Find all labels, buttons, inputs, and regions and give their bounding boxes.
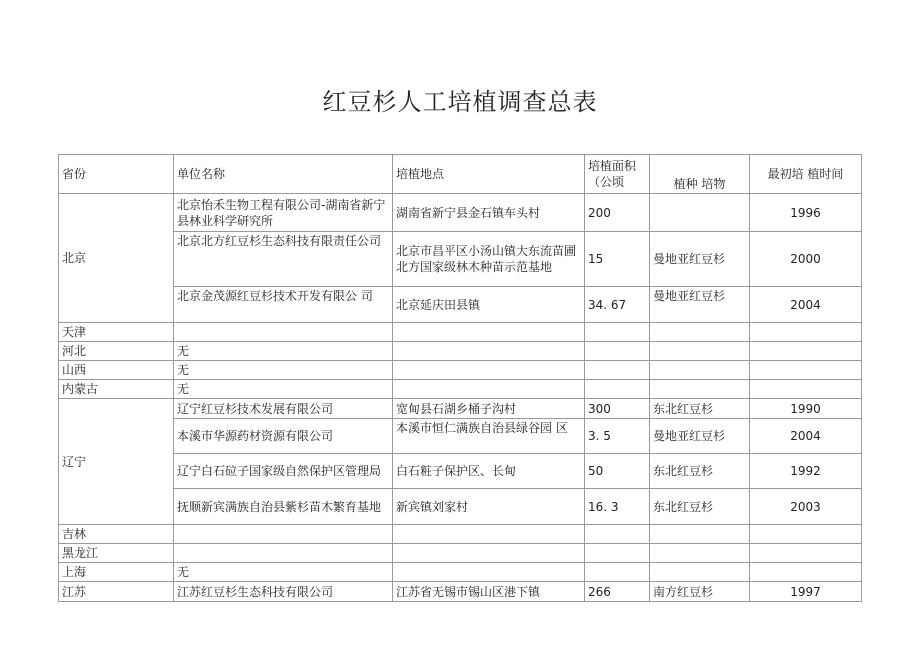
location-cell [393,342,585,361]
table-row [59,194,862,232]
header-province: 省份 [59,155,174,194]
table-row [59,563,862,582]
location-cell: 江苏省无锡市锡山区港下镇 [393,582,585,602]
year-cell [750,544,862,563]
table-row [59,342,862,361]
unit-cell [174,323,393,342]
unit-cell: 北京怡禾生物工程有限公司-湖南省新宁县林业科学研究所 [174,194,393,232]
species-cell: 东北红豆杉 [650,489,750,525]
area-cell [585,525,650,544]
species-cell: 东北红豆杉 [650,454,750,489]
year-cell [750,342,862,361]
species-cell: 曼地亚红豆杉 [650,287,750,323]
species-cell: 曼地亚红豆杉 [650,232,750,287]
unit-cell: 北京北方红豆杉生态科技有限责任公司 [174,232,393,287]
table-row [59,361,862,380]
species-cell [650,194,750,232]
header-row [59,155,862,194]
table-row [59,380,862,399]
area-cell [585,361,650,380]
location-cell [393,361,585,380]
page-title: 红豆杉人工培植调查总表 [322,88,598,116]
year-cell: 1992 [750,454,862,489]
area-cell [585,563,650,582]
table-row [59,323,862,342]
table-row [59,287,862,323]
province-cell: 山西 [59,361,174,380]
unit-cell: 北京金茂源红豆杉技术开发有限公 司 [174,287,393,323]
area-cell: 50 [585,454,650,489]
unit-cell: 无 [174,563,393,582]
province-cell: 辽宁 [59,399,174,525]
unit-cell: 江苏红豆杉生态科技有限公司 [174,582,393,602]
survey-table [58,154,862,602]
table-row [59,419,862,454]
year-cell: 2004 [750,419,862,454]
year-cell: 1996 [750,194,862,232]
location-cell: 新宾镇刘家村 [393,489,585,525]
year-cell [750,361,862,380]
header-area: 培植面积（公顷 [585,155,650,194]
unit-cell: 无 [174,361,393,380]
location-cell: 本溪市恒仁满族自治县绿谷园 区 [393,419,585,454]
area-cell [585,544,650,563]
province-cell: 天津 [59,323,174,342]
area-cell [585,380,650,399]
location-cell: 北京延庆田县镇 [393,287,585,323]
species-cell [650,380,750,399]
header-location: 培植地点 [393,155,585,194]
species-cell [650,361,750,380]
area-cell: 300 [585,399,650,419]
location-cell [393,323,585,342]
year-cell: 2003 [750,489,862,525]
unit-cell [174,544,393,563]
area-cell: 266 [585,582,650,602]
area-cell: 200 [585,194,650,232]
province-cell: 上海 [59,563,174,582]
year-cell [750,380,862,399]
area-cell: 16. 3 [585,489,650,525]
unit-cell [174,525,393,544]
location-cell: 北京市昌平区小汤山镇大东流苗圃北方国家级林木种苗示范基地 [393,232,585,287]
table-row [59,232,862,287]
table-row [59,582,862,602]
unit-cell: 无 [174,342,393,361]
table-row [59,525,862,544]
year-cell: 2000 [750,232,862,287]
area-cell: 34. 67 [585,287,650,323]
unit-cell: 本溪市华源药材资源有限公司 [174,419,393,454]
table-row [59,489,862,525]
location-cell [393,525,585,544]
species-cell [650,525,750,544]
year-cell: 1997 [750,582,862,602]
area-cell [585,323,650,342]
species-cell: 南方红豆杉 [650,582,750,602]
table-row [59,454,862,489]
location-cell: 湖南省新宁县金石镇车头村 [393,194,585,232]
province-cell: 吉林 [59,525,174,544]
area-cell: 15 [585,232,650,287]
location-cell [393,563,585,582]
header-species: 植种 培物 [650,155,750,194]
location-cell: 宽甸县石湖乡桶子沟村 [393,399,585,419]
unit-cell: 抚顺新宾满族自治县紫杉苗木繁育基地 [174,489,393,525]
year-cell [750,323,862,342]
species-cell [650,544,750,563]
species-cell [650,323,750,342]
year-cell: 2004 [750,287,862,323]
unit-cell: 辽宁白石砬子国家级自然保护区管理局 [174,454,393,489]
location-cell [393,544,585,563]
province-cell: 江苏 [59,582,174,602]
year-cell [750,525,862,544]
province-cell: 内蒙古 [59,380,174,399]
species-cell [650,342,750,361]
species-cell: 东北红豆杉 [650,399,750,419]
species-cell [650,563,750,582]
year-cell [750,563,862,582]
species-cell: 曼地亚红豆杉 [650,419,750,454]
header-unit: 单位名称 [174,155,393,194]
unit-cell: 辽宁红豆杉技术发展有限公司 [174,399,393,419]
location-cell: 白石粧子保护区、长甸 [393,454,585,489]
area-cell [585,342,650,361]
area-cell: 3. 5 [585,419,650,454]
province-cell: 河北 [59,342,174,361]
table-row [59,399,862,419]
table-row [59,544,862,563]
header-year: 最初培 植时间 [750,155,862,194]
unit-cell: 无 [174,380,393,399]
province-cell: 黑龙江 [59,544,174,563]
province-cell: 北京 [59,194,174,323]
location-cell [393,380,585,399]
year-cell: 1990 [750,399,862,419]
